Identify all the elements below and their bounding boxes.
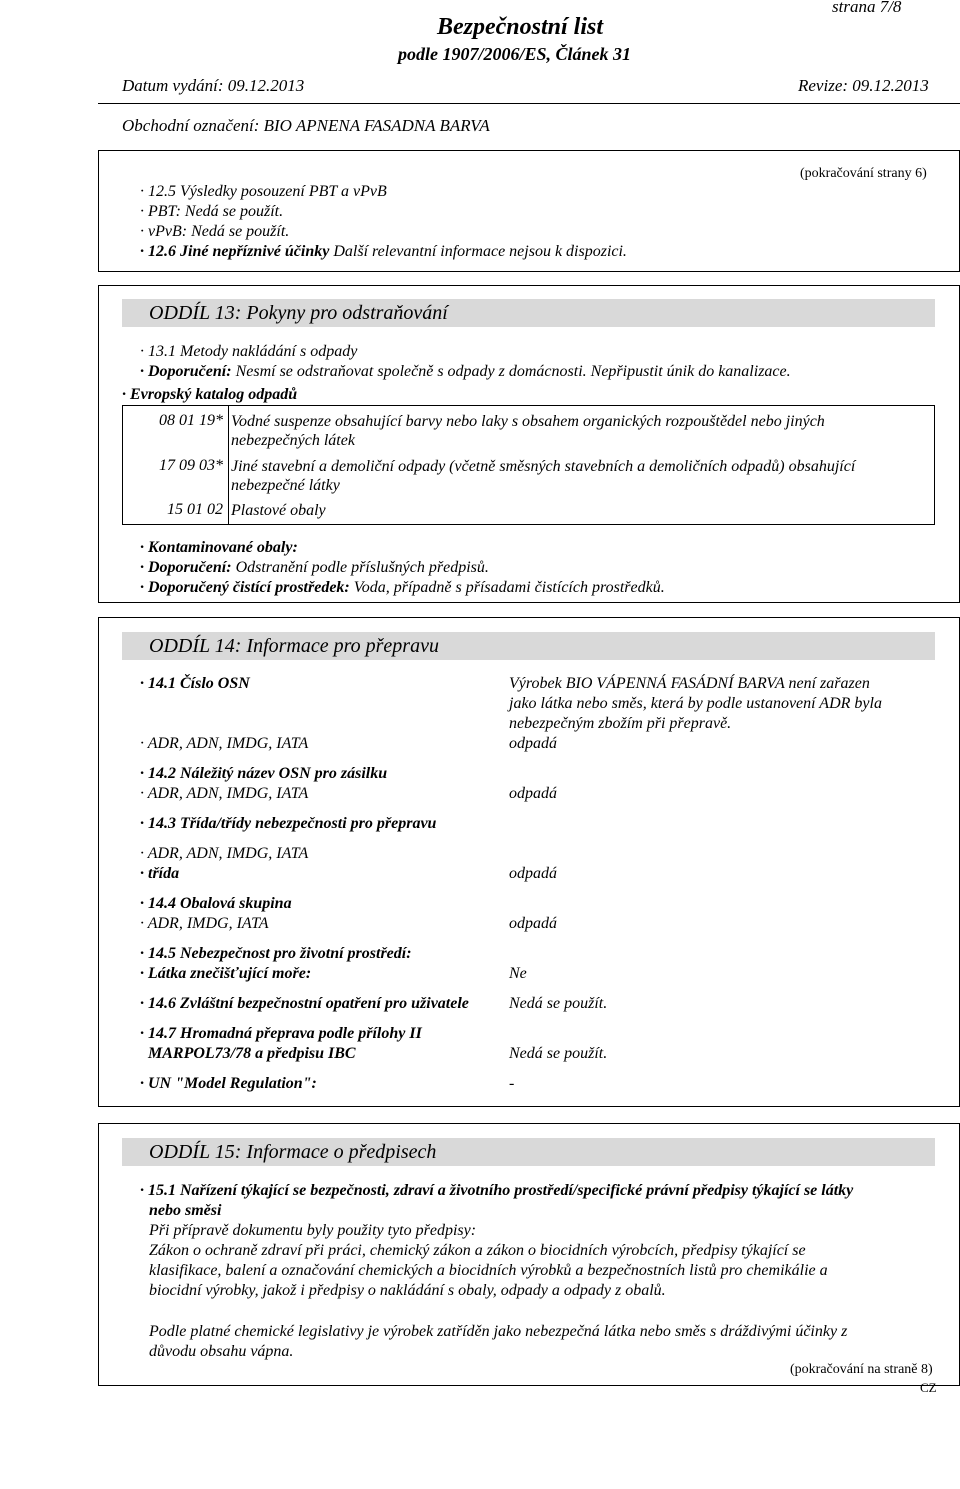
transport-modes-value: odpadá bbox=[509, 735, 557, 752]
waste-table-divider bbox=[228, 405, 229, 525]
continuation-next-page: (pokračování na straně 8) bbox=[790, 1362, 933, 1377]
contaminated-packaging-heading: · Kontaminované obaly: bbox=[140, 539, 298, 556]
section15-title: ODDÍL 15: Informace o předpisech bbox=[122, 1138, 935, 1166]
waste-description: Vodné suspenze obsahující barvy nebo laky s obsahem organických rozpouštědel nebo jiných nebezpečných látek bbox=[231, 413, 825, 449]
header-divider bbox=[98, 103, 960, 104]
transport-modes-label: · ADR, ADN, IMDG, IATA bbox=[140, 735, 309, 752]
environmental-hazard-label: · 14.5 Nebezpečnost pro životní prostředí: bbox=[140, 945, 412, 962]
section13-title: ODDÍL 13: Pokyny pro odstraňování bbox=[122, 299, 935, 327]
continuation-note: (pokračování strany 6) bbox=[800, 166, 927, 181]
waste-description: Jiné stavební a demoliční odpady (včetně směsných stavebních a demoličních odpadů) obsahující nebezpečné látky bbox=[231, 458, 856, 494]
bulk-transport-value: Nedá se použít. bbox=[509, 1045, 608, 1062]
transport-modes-label: · ADR, IMDG, IATA bbox=[140, 915, 269, 932]
packaging-recommendation: · Doporučení: Odstranění podle příslušných předpisů. bbox=[140, 559, 489, 576]
trade-name: Obchodní označení: BIO APNENA FASADNA BARVA bbox=[122, 116, 490, 135]
regulations-intro: Při přípravě dokumentu byly použity tyto předpisy: bbox=[149, 1222, 477, 1239]
shipping-name-label: · 14.2 Náležitý název OSN pro zásilku bbox=[140, 765, 388, 782]
cleaning-agent-line: · Doporučený čistící prostředek: Voda, případně s přísadami čistících prostředků. bbox=[140, 579, 665, 596]
class-value: odpadá bbox=[509, 865, 557, 882]
transport-modes-label: · ADR, ADN, IMDG, IATA bbox=[140, 785, 309, 802]
waste-description: Plastové obaly bbox=[231, 502, 326, 519]
un-number-value: Výrobek BIO VÁPENNÁ FASÁDNÍ BARVA není zařazen jako látka nebo směs, která by podle ustanovení ADR byla nebezpečným zbožím při přepravě. bbox=[509, 675, 882, 732]
issue-date: Datum vydání: 09.12.2013 bbox=[122, 76, 305, 95]
revision-date: Revize: 09.12.2013 bbox=[798, 76, 929, 95]
disposal-recommendation: · Doporučení: Nesmí se odstraňovat společně s odpady z domácnosti. Nepřipustit únik do kanalizace. bbox=[140, 363, 791, 380]
regulations-heading: · 15.1 Nařízení týkající se bezpečnosti, zdraví a životního prostředí/specifické právní předpisy týkající se látky nebo směsi bbox=[140, 1182, 854, 1219]
un-model-regulation-label: · UN "Model Regulation": bbox=[140, 1075, 317, 1092]
pbt-heading: · 12.5 Výsledky posouzení PBT a vPvB bbox=[140, 183, 387, 200]
document-subtitle: podle 1907/2006/ES, Článek 31 bbox=[398, 44, 632, 64]
regulations-body: Zákon o ochraně zdraví při práci, chemický zákon a zákon o biocidních výrobcích, předpisy týkající se klasifikace, balení a označování chemických a biocidních výrobků a bezpečnostních listů pro chemikálie a biocidní výrobky, jakož i předpisy o nakládání s obaly, odpady a odpady z obalů. bbox=[149, 1242, 828, 1299]
section14-title: ODDÍL 14: Informace pro přepravu bbox=[122, 632, 935, 660]
vpvb-line: · vPvB: Nedá se použít. bbox=[140, 223, 290, 240]
un-model-regulation-value: - bbox=[509, 1075, 515, 1092]
shipping-name-value: odpadá bbox=[509, 785, 557, 802]
class-label: · třída bbox=[140, 865, 180, 882]
special-precautions-value: Nedá se použít. bbox=[509, 995, 608, 1012]
other-effects-line: · 12.6 Jiné nepříznivé účinky Další relevantní informace nejsou k dispozici. bbox=[140, 243, 627, 260]
special-precautions-label: · 14.6 Zvláštní bezpečnostní opatření pro uživatele bbox=[140, 995, 469, 1012]
transport-modes-label: · ADR, ADN, IMDG, IATA bbox=[140, 845, 309, 862]
un-number-label: · 14.1 Číslo OSN bbox=[140, 675, 250, 692]
classification-note: Podle platné chemické legislativy je výrobek zatříděn jako nebezpečná látka nebo směs s dráždivými účinky z důvodu obsahu vápna. bbox=[149, 1323, 848, 1360]
waste-methods-heading: · 13.1 Metody nakládání s odpady bbox=[140, 343, 358, 360]
packing-group-value: odpadá bbox=[509, 915, 557, 932]
packing-group-label: · 14.4 Obalová skupina bbox=[140, 895, 292, 912]
waste-catalog-heading: · Evropský katalog odpadů bbox=[122, 386, 298, 403]
waste-code: 17 09 03* bbox=[159, 457, 223, 474]
waste-code: 08 01 19* bbox=[159, 412, 223, 429]
marine-pollutant-value: Ne bbox=[509, 965, 527, 982]
hazard-class-label: · 14.3 Třída/třídy nebezpečnosti pro přepravu bbox=[140, 815, 437, 832]
bulk-transport-label: · 14.7 Hromadná přeprava podle přílohy II MARPOL73/78 a předpisu IBC bbox=[140, 1025, 422, 1062]
document-title: Bezpečnostní list bbox=[437, 14, 604, 40]
marine-pollutant-label: · Látka znečišťující moře: bbox=[140, 965, 312, 982]
waste-code: 15 01 02 bbox=[167, 501, 223, 518]
page-number: strana 7/8 bbox=[832, 0, 902, 16]
language-code: CZ bbox=[920, 1380, 937, 1395]
pbt-line: · PBT: Nedá se použít. bbox=[140, 203, 284, 220]
